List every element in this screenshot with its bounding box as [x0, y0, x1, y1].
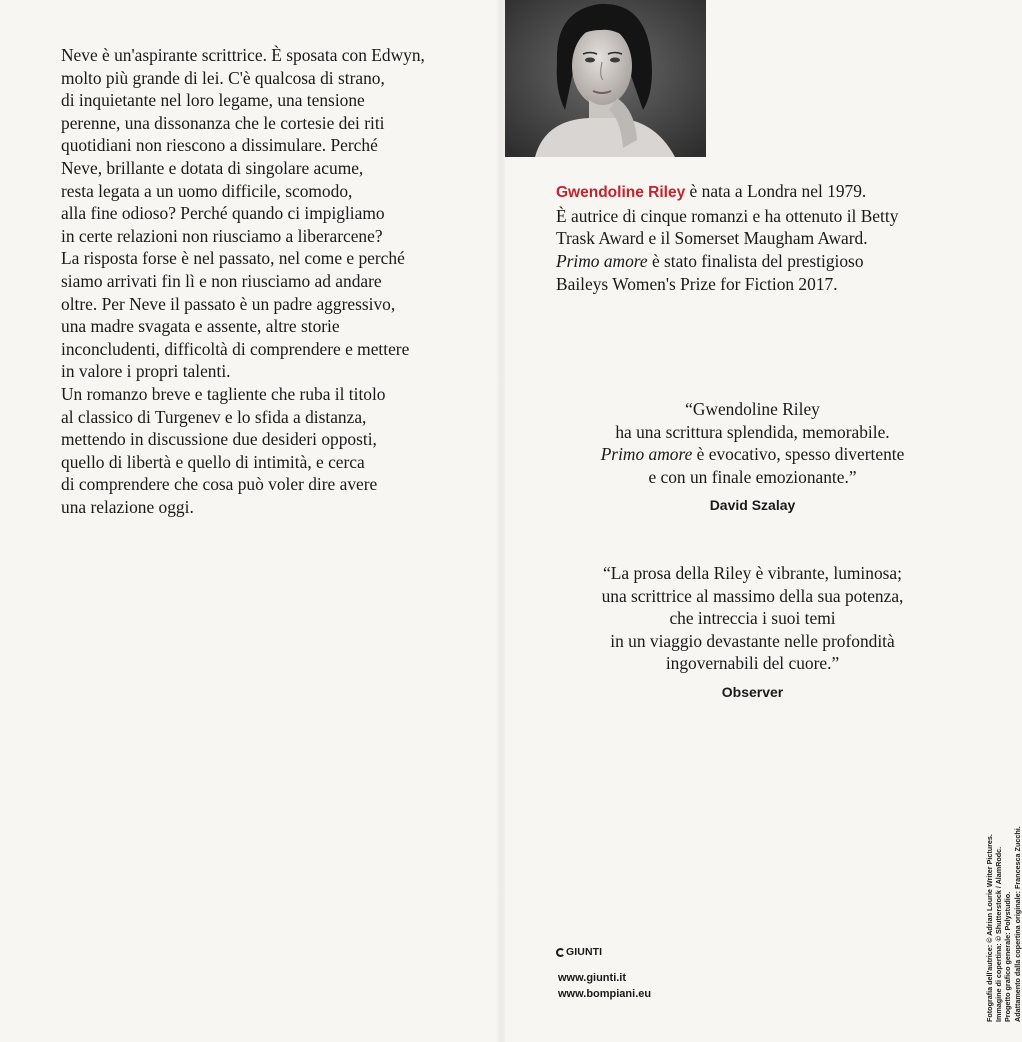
book-title: Primo amore: [556, 251, 648, 272]
quote-line: ingovernabili del cuore.”: [665, 653, 840, 674]
synopsis-line: in certe relazioni non riusciamo a liberarcene?: [61, 225, 383, 246]
quote-source: Observer: [721, 683, 784, 700]
credit-line: Progetto grafico generale: Polystudio.: [1003, 891, 1013, 1022]
book-title: Primo amore: [600, 444, 693, 465]
giunti-logo-icon: [556, 948, 565, 957]
front-flap: [505, 0, 1022, 1042]
bio-line: Baileys Women's Prize for Fiction 2017.: [556, 273, 838, 294]
review-quote-2: [505, 562, 1000, 704]
review-quote-1: [505, 398, 1000, 517]
synopsis-line: una madre svagata e assente, altre storie: [61, 316, 340, 337]
synopsis-line: Un romanzo breve e tagliente che ruba il titolo: [61, 383, 386, 404]
synopsis-line: di inquietante nel loro legame, una tensione: [61, 90, 365, 111]
publisher-logo: [556, 946, 602, 958]
synopsis-line: quotidiani non riescono a dissimulare. Perché: [61, 135, 378, 156]
publisher-logo-text: GIUNTI: [566, 946, 603, 958]
synopsis-line: La risposta forse è nel passato, nel come e perché: [61, 248, 405, 269]
website-link-bompiani: www.bompiani.eu: [558, 988, 652, 1000]
quote-line: e con un finale emozionante.”: [648, 466, 857, 487]
credit-line: Fotografia dell'autrice: © Adrian Lourie Writer Pictures.: [985, 834, 994, 1022]
synopsis-line: siamo arrivati fin lì e non riusciamo ad andare: [61, 270, 382, 291]
synopsis-line: una relazione oggi.: [61, 496, 194, 517]
credit-line: Immagine di copertina: © Shutterstock / AlamRodc.: [994, 846, 1004, 1022]
synopsis-line: oltre. Per Neve il passato è un padre aggressivo,: [61, 293, 396, 314]
synopsis-line: di comprendere che cosa può voler dire avere: [61, 474, 378, 495]
quote-line: che intreccia i suoi temi: [669, 608, 836, 629]
photo-credits: [985, 792, 1022, 1022]
quote-line: una scrittrice al massimo della sua potenza,: [601, 585, 904, 606]
synopsis-line: Neve è un'aspirante scrittrice. È sposata con Edwyn,: [61, 45, 425, 65]
quote-source: David Szalay: [709, 497, 796, 514]
synopsis-line: quello di libertà e quello di intimità, e cerca: [61, 451, 365, 472]
synopsis-line: perenne, una dissonanza che le cortesie dei riti: [61, 112, 385, 133]
author-photo: [505, 0, 706, 157]
synopsis-line: in valore i propri talenti.: [61, 361, 231, 382]
synopsis-line: inconcludenti, difficoltà di comprendere e mettere: [61, 338, 410, 359]
website-link-giunti: www.giunti.it: [558, 972, 627, 984]
quote-line: ha una scrittura splendida, memorabile.: [615, 421, 890, 442]
quote-line: in un viaggio devastante nelle profondità: [610, 630, 895, 651]
synopsis-line: al classico di Turgenev e lo sfida a distanza,: [61, 406, 367, 427]
bio-line: è nata a Londra nel 1979.: [685, 181, 867, 201]
synopsis-line: molto più grande di lei. C'è qualcosa di strano,: [61, 67, 385, 88]
quote-line: “La prosa della Riley è vibrante, luminosa;: [603, 563, 902, 583]
synopsis-line: alla fine odioso? Perché quando ci impigliamo: [61, 203, 385, 224]
author-bio: [556, 180, 976, 296]
synopsis-line: resta legata a un uomo difficile, scomodo,: [61, 180, 353, 201]
bio-line: è stato finalista del prestigioso: [647, 251, 864, 272]
synopsis-line: Neve, brillante e dotata di singolare acume,: [61, 157, 364, 178]
fold-spine: [496, 0, 505, 1042]
quote-line: “Gwendoline Riley: [685, 399, 820, 419]
publisher-websites: [558, 970, 651, 1002]
synopsis-line: mettendo in discussione due desideri opposti,: [61, 429, 377, 450]
quote-line: è evocativo, spesso divertente: [692, 444, 905, 465]
bio-line: Trask Award e il Somerset Maugham Award.: [556, 228, 868, 249]
back-flap: [0, 0, 496, 1042]
synopsis-text: [61, 44, 461, 518]
credit-line: Adattamento dalla copertina originale: Francesca Zucchi.: [1012, 826, 1022, 1022]
author-name: Gwendoline Riley: [556, 184, 686, 201]
bio-line: È autrice di cinque romanzi e ha ottenuto il Betty: [556, 205, 899, 226]
